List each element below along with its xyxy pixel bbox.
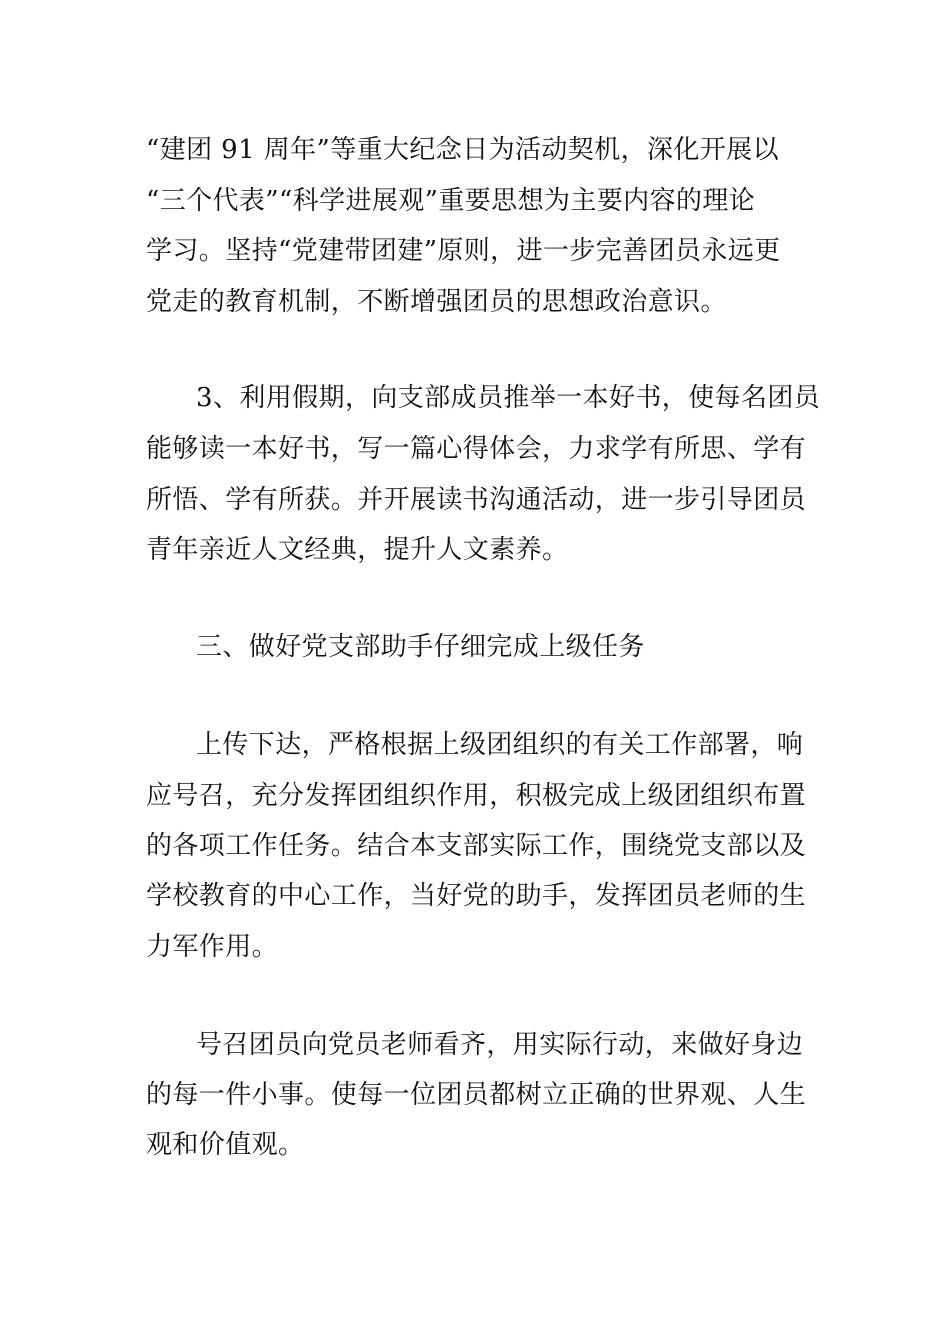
paragraph-1-line-1: “建团 91 周年”等重大纪念日为活动契机，深化开展以 bbox=[146, 135, 779, 165]
section-heading: 三、做好党支部助手仔细完成上级任务 bbox=[196, 632, 645, 662]
paragraph-4-line-1: 号召团员向党员老师看齐，用实际行动，来做好身边 bbox=[196, 1030, 804, 1060]
paragraph-4-line-2: 的每一件小事。使每一位团员都树立正确的世界观、人生 bbox=[146, 1080, 807, 1110]
paragraph-1-line-3: 学习。坚持“党建带团建”原则，进一步完善团员永远更 bbox=[146, 236, 781, 266]
paragraph-2-line-3: 所悟、学有所获。并开展读书沟通活动，进一步引导团员 bbox=[146, 485, 807, 515]
paragraph-1-line-2: “三个代表”“科学进展观”重要思想为主要内容的理论 bbox=[146, 186, 756, 216]
paragraph-3-line-4: 学校教育的中心工作，当好党的助手，发挥团员老师的生 bbox=[146, 881, 807, 911]
paragraph-3-line-5: 力军作用。 bbox=[146, 932, 279, 962]
paragraph-3-line-2: 应号召，充分发挥团组织作用，积极完成上级团组织布置 bbox=[146, 781, 807, 811]
paragraph-2-line-2: 能够读一本好书，写一篇心得体会，力求学有所思、学有 bbox=[146, 434, 807, 464]
paragraph-3-line-3: 的各项工作任务。结合本支部实际工作，围绕党支部以及 bbox=[146, 831, 807, 861]
paragraph-4-line-3: 观和价值观。 bbox=[146, 1130, 305, 1160]
paragraph-3-line-1: 上传下达，严格根据上级团组织的有关工作部署，响 bbox=[196, 730, 804, 760]
paragraph-2-line-1: 3、利用假期，向支部成员推举一本好书，使每名团员 bbox=[196, 383, 821, 413]
paragraph-2-line-4: 青年亲近人文经典，提升人文素养。 bbox=[146, 535, 569, 565]
paragraph-1-line-4: 党走的教育机制，不断增强团员的思想政治意识。 bbox=[146, 287, 727, 317]
